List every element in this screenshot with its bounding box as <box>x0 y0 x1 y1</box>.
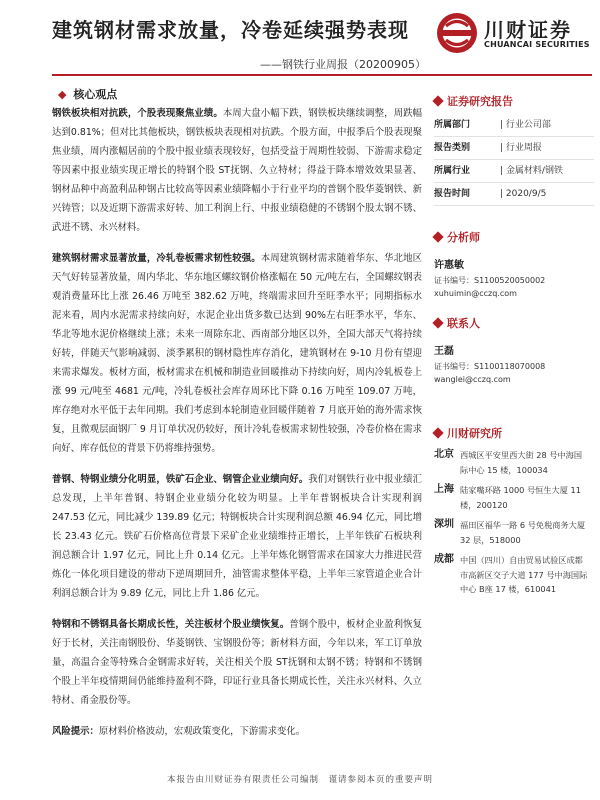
office-address: 福田区福华一路 6 号免税商务大厦 32 层，518000 <box>460 520 586 545</box>
diamond-marker-icon <box>432 231 443 242</box>
paragraph-body: 普钢个股中，板材企业盈利恢复好于长材，关注南钢股份、华菱钢铁、宝钢股份等；新材料方面，今年以来，军工订单放量，高温合金等特殊合金钢需求好转，关注相关个股 ST抚钢和太钢不锈；特钢和不锈钢个股上半年疫情期间仍能维持盈利不降，印证行业具备长期成长性，关注永兴材料、久立特材、甬金股份等。 <box>52 619 422 706</box>
paragraph-special-steel-growth <box>52 615 422 710</box>
info-key: 报告类别 <box>434 143 471 153</box>
office-city: 深圳 <box>434 519 454 530</box>
chuancai-logo-icon <box>436 12 478 54</box>
office-city: 成都 <box>434 554 454 565</box>
header-divider <box>52 74 592 76</box>
office-list <box>434 448 594 597</box>
office-address: 陆家嘴环路 1000 号恒生大厦 11 楼，200120 <box>460 485 581 510</box>
sidebar <box>434 92 594 603</box>
logo-english-name: CHUANCAI SECURITIES <box>484 40 590 49</box>
office-chengdu <box>434 553 594 597</box>
office-beijing <box>434 448 594 477</box>
main-content <box>52 104 422 741</box>
office-shanghai <box>434 483 594 512</box>
info-value: | 行业周报 <box>500 143 542 153</box>
core-view-heading <box>58 86 117 102</box>
info-row-department <box>434 114 594 137</box>
paragraph-sector-performance <box>52 104 422 237</box>
diamond-bullet-icon: ◆ <box>58 88 67 101</box>
footer-disclaimer: 本报告由川财证券有限责任公司编制 谨请参阅本页的重要声明 <box>166 775 433 785</box>
paragraph-construction-steel <box>52 249 422 458</box>
paragraph-lead: 钢铁板块相对抗跌，个股表现聚焦业绩。 <box>52 108 223 119</box>
analyst-email[interactable]: xuhuimin@cczq.com <box>434 289 517 298</box>
contact-section-heading <box>434 314 594 332</box>
analyst-card <box>434 258 594 300</box>
info-value: | 2020/9/5 <box>500 189 547 199</box>
risk-lead: 风险提示： <box>52 726 99 737</box>
info-key: 所属行业 <box>434 166 471 176</box>
paragraph-lead: 普钢、特钢业绩分化明显，铁矿石企业、钢管企业业绩向好。 <box>52 474 309 485</box>
info-row-date <box>434 183 594 206</box>
info-row-category <box>434 137 594 160</box>
paragraph-body: 我们对钢铁行业中报业绩汇总发现，上半年普钢、特钢企业业绩分化较为明显。上半年普钢板块合计实现利润 247.53 亿元，同比减少 139.89 亿元；特钢板块合计实现利润总额 46.94 亿元，同比增长 23.43 亿元。铁矿石价格高位背景下采矿企业业绩维持正增长，上半年铁矿石板块利润总额合计 1.97 亿元，同比上升 0.14 亿元。上半年炼化钢管需求在国家大力推进民营炼化一体化项目建设的带动下逆周期回升，油管需求整体平稳，上半年三家管道企业合计利润总额合计为 9.89 亿元，同比上升 1.86 亿元。 <box>52 474 422 599</box>
analyst-cert: 证书编号：S1100520050002 <box>434 276 546 285</box>
report-info-table <box>434 114 594 206</box>
company-logo <box>436 10 596 60</box>
info-value: | 金属材料/钢铁 <box>500 166 563 176</box>
diamond-marker-icon <box>432 317 443 328</box>
office-address: 西城区平安里西大街 28 号中海国际中心 15 楼，100034 <box>460 450 583 475</box>
paragraph-lead: 建筑钢材需求显著放量，冷轧卷板需求韧性较强。 <box>52 253 261 264</box>
office-shenzhen <box>434 518 594 547</box>
report-section-heading <box>434 92 594 110</box>
risk-warning <box>52 722 422 741</box>
paragraph-lead: 特钢和不锈钢具备长期成长性，关注板材个股业绩恢复。 <box>52 619 290 630</box>
office-city: 北京 <box>434 449 454 460</box>
contact-cert: 证书编号：S1100118070008 <box>434 362 546 371</box>
office-address: 中国（四川）自由贸易试验区成都市高新区交子大道 177 号中海国际中心 B座 17 楼，610041 <box>460 555 588 594</box>
institute-section-heading-text: 川财研究所 <box>447 427 502 440</box>
info-key: 报告时间 <box>434 189 471 199</box>
core-view-heading-text: 核心观点 <box>73 88 118 101</box>
logo-chinese-name: 川财证券 <box>484 18 572 42</box>
info-key: 所属部门 <box>434 120 471 130</box>
contact-email[interactable]: wanglei@cczq.com <box>434 375 511 384</box>
office-city: 上海 <box>434 484 454 495</box>
info-row-industry <box>434 160 594 183</box>
diamond-marker-icon <box>432 95 443 106</box>
diamond-marker-icon <box>432 427 443 438</box>
info-value: | 行业公司部 <box>500 120 551 130</box>
report-section-heading-text: 证券研究报告 <box>447 95 513 108</box>
report-subtitle: ——钢铁行业周报（20200905） <box>260 58 426 71</box>
paragraph-earnings-divergence <box>52 470 422 603</box>
analyst-name: 许惠敏 <box>434 260 464 271</box>
contact-section-heading-text: 联系人 <box>447 317 480 330</box>
analyst-section-heading-text: 分析师 <box>447 231 480 244</box>
contact-card <box>434 344 594 386</box>
analyst-section-heading <box>434 228 594 246</box>
paragraph-body: 本周建筑钢材需求随着华东、华北地区天气好转显著放量，周内华北、华东地区螺纹钢价格涨幅在 50 元/吨左右，全国螺纹钢表观消费量环比上涨 26.46 万吨至 382.62 万吨，终端需求回升至旺季水平；同期指标水泥来看，周内水泥需求持续向好，水泥企业出货多数已达到 90%左右旺季水平，华东、华北等地水泥价格继续上涨；未来一周除东北、西南部分地区以外，全国大部天气将持续好转，伴随天气影响减弱、淡季累积的钢材隐性库存消化，建筑钢材在 9-10 月份有望迎来需求爆发。板材方面，板材需求在机械和制造业回暖推动下持续向好，周内冷轧板卷上涨 99 元/吨至 4681 元/吨，冷轧卷板社会库存周环比下降 0.16 万吨至 109.07 万吨，库存绝对水平低于去年同期。我们考虑到本轮制造业回暖伴随着 7 月底开始的海外需求恢复，且微观层面钢厂 9 月订单状况仍较好，预计冷轧卷板需求韧性较强，冷卷价格在需求向好、库存低位的背景下仍将维持强势。 <box>52 253 422 454</box>
risk-text: 原材料价格波动，宏观政策变化，下游需求变化。 <box>98 726 306 737</box>
paragraph-body: 本周大盘小幅下跌，钢铁板块继续调整，周跌幅达到0.81%；但对比其他板块，钢铁板块表现相对抗跌。个股方面，中报季后个股表现聚焦业绩，周内涨幅居前的个股中报业绩表现较好，包括受益于周期性较弱、下游需求稳定等因素中报业绩实现正增长的特钢个股 ST抚钢、久立特材；得益于降本增效效果显著、钢材品种中高盈利品种钢占比较高等因素业绩降幅小于行业平均的普钢个股华菱钢铁、新兴铸管；以及近期下游需求好转、加工利润上行、中报业绩稳健的不锈钢个股太钢不锈、武进不锈、永兴材料。 <box>52 108 422 233</box>
contact-name: 王磊 <box>434 346 454 357</box>
institute-section-heading <box>434 424 594 442</box>
report-title: 建筑钢材需求放量，冷卷延续强势表现 <box>52 18 409 42</box>
